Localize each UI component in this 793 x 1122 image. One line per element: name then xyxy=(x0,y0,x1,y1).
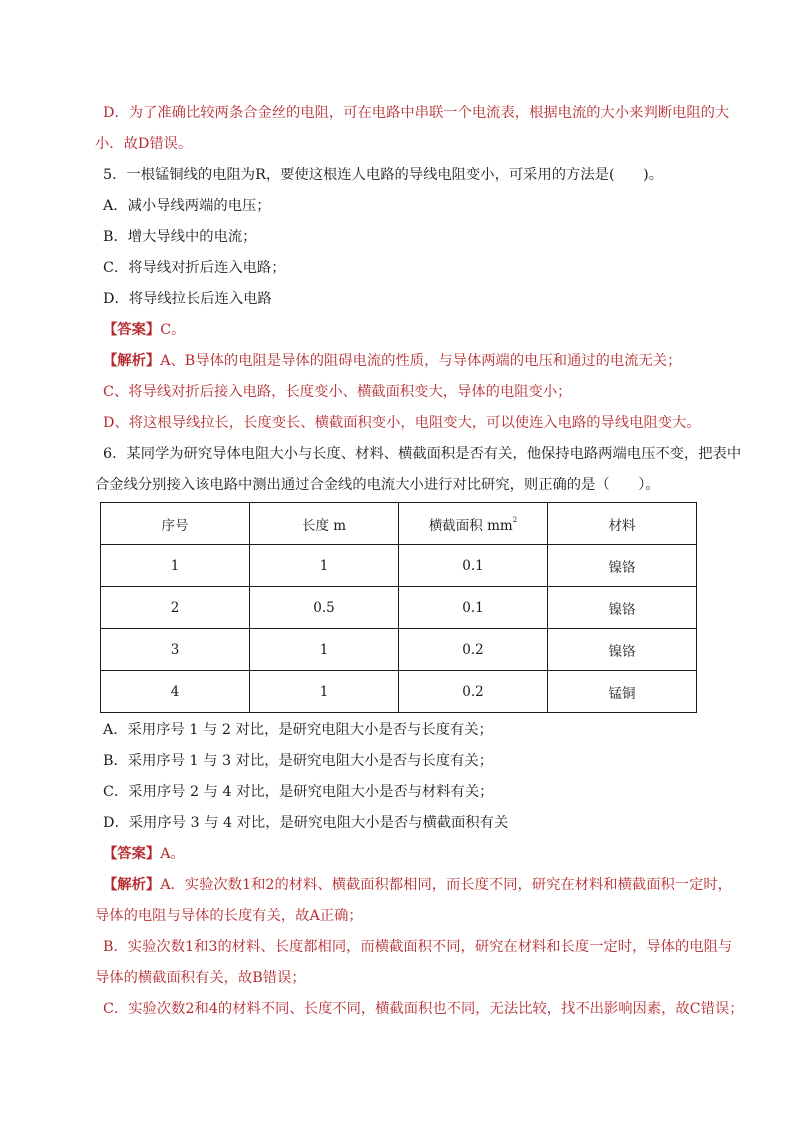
question-6-analysis-line-5: C．实验次数2和4的材料不同、长度不同，横截面积也不同，无法比较，找不出影响因素，故C错误； xyxy=(103,1001,744,1017)
analysis-tag: 【解析】 xyxy=(103,877,161,893)
question-6-answer xyxy=(103,844,793,864)
question-6-analysis-line-4: 导体的横截面积有关，故B错误； xyxy=(95,970,306,986)
header-area-superscript: 2 xyxy=(512,515,518,524)
analysis-text: A．实验次数1和2的材料、横截面积都相同，而长度不同，研究在材料和横截面积一定时， xyxy=(160,877,732,893)
cell-material: 镍铬 xyxy=(548,629,697,671)
question-5-option-c: C．将导线对折后连入电路； xyxy=(103,260,286,276)
header-material: 材料 xyxy=(548,503,697,545)
question-5-analysis-line-2: C、将导线对折后接入电路，长度变小、横截面积变大，导体的电阻变小； xyxy=(103,384,572,400)
question-6-analysis-line-2: 导体的电阻与导体的长度有关，故A正确； xyxy=(95,908,363,924)
cell-length: 1 xyxy=(250,545,399,587)
question-6-analysis-line-3: B．实验次数1和3的材料、长度都相同，而横截面积不同，研究在材料和长度一定时，导体的电阻与 xyxy=(103,939,733,955)
question-6-analysis-line-1 xyxy=(103,875,793,895)
cell-index: 2 xyxy=(101,587,250,629)
header-index: 序号 xyxy=(101,503,250,545)
previous-option-d-line-2: 小．故D错误。 xyxy=(95,136,193,152)
cell-material: 镍铬 xyxy=(548,545,697,587)
cell-length: 1 xyxy=(250,671,399,713)
question-6-stem-line-1: 6．某同学为研究导体电阻大小与长度、材料、横截面积是否有关，他保持电路两端电压不变，把表中 xyxy=(103,446,742,462)
cell-length: 0.5 xyxy=(250,587,399,629)
answer-value: C。 xyxy=(160,322,186,338)
question-5-stem: 5．一根锰铜线的电阻为R，要使这根连人电路的导线电阻变小，可采用的方法是( )。 xyxy=(103,167,663,183)
header-area xyxy=(399,503,548,545)
question-5-analysis-line-1 xyxy=(103,351,793,371)
cell-length: 1 xyxy=(250,629,399,671)
question-6-option-d: D．采用序号 3 与 4 对比，是研究电阻大小是否与横截面积有关 xyxy=(103,815,509,831)
answer-value: A。 xyxy=(160,846,185,862)
answer-tag: 【答案】 xyxy=(103,322,161,338)
cell-area: 0.1 xyxy=(399,587,548,629)
analysis-tag: 【解析】 xyxy=(103,353,161,369)
table-row xyxy=(101,671,697,713)
cell-area: 0.2 xyxy=(399,671,548,713)
question-5-answer xyxy=(103,320,793,340)
cell-material: 锰铜 xyxy=(548,671,697,713)
header-length: 长度 m xyxy=(250,503,399,545)
table-row xyxy=(101,629,697,671)
table-row xyxy=(101,587,697,629)
question-6-option-c: C．采用序号 2 与 4 对比，是研究电阻大小是否与材料有关； xyxy=(103,784,494,800)
question-5-option-a: A．减小导线两端的电压； xyxy=(103,198,271,214)
cell-area: 0.1 xyxy=(399,545,548,587)
question-6-option-b: B．采用序号 1 与 3 对比，是研究电阻大小是否与长度有关； xyxy=(103,753,493,769)
question-5-option-b: B．增大导线中的电流； xyxy=(103,229,257,245)
question-5-option-d: D．将导线拉长后连入电路 xyxy=(103,291,272,307)
analysis-text: A、B导体的电阻是导体的阻碍电流的性质，与导体两端的电压和通过的电流无关； xyxy=(160,353,682,369)
question-6-stem-line-2: 合金线分别接入该电路中测出通过合金线的电流大小进行对比研究，则正确的是（ ）。 xyxy=(95,477,660,493)
table-header-row xyxy=(101,503,697,545)
cell-index: 3 xyxy=(101,629,250,671)
table-row xyxy=(101,545,697,587)
answer-tag: 【答案】 xyxy=(103,846,161,862)
cell-material: 镍铬 xyxy=(548,587,697,629)
cell-index: 4 xyxy=(101,671,250,713)
previous-option-d-line-1: D．为了准确比较两条合金丝的电阻，可在电路中串联一个电流表，根据电流的大小来判断电阻的大 xyxy=(103,105,730,121)
question-5-analysis-line-3: D、将这根导线拉长，长度变长、横截面积变小，电阻变大，可以使连入电路的导线电阻变大。 xyxy=(103,415,701,431)
header-area-label: 横截面积 mm xyxy=(428,517,513,534)
resistance-data-table xyxy=(100,502,697,713)
question-6-option-a: A．采用序号 1 与 2 对比，是研究电阻大小是否与长度有关； xyxy=(103,722,493,738)
cell-area: 0.2 xyxy=(399,629,548,671)
cell-index: 1 xyxy=(101,545,250,587)
